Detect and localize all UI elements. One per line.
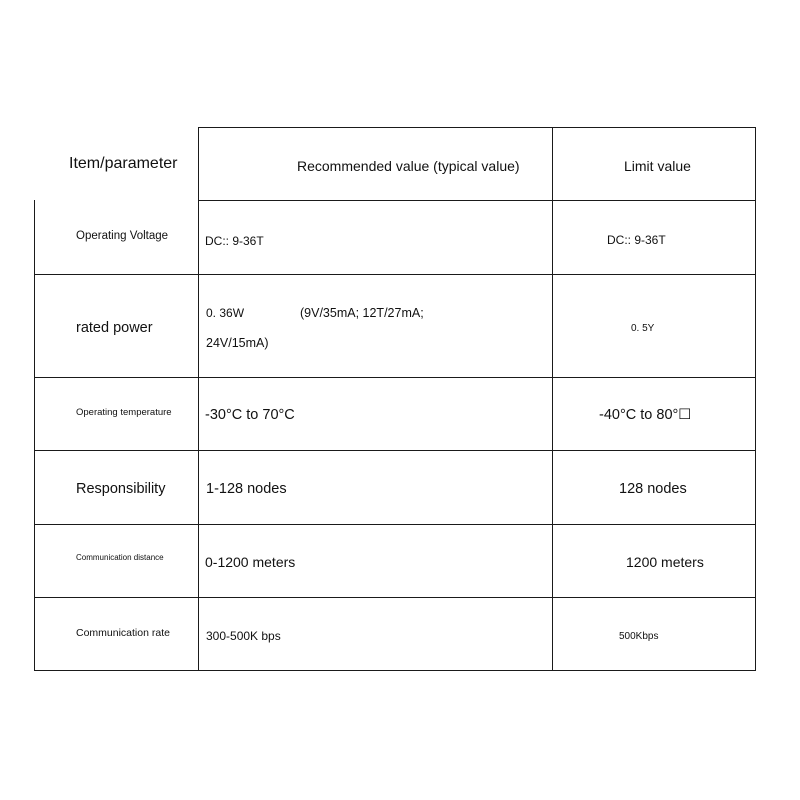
row-communication-rate-recommended: 300-500K bps (206, 629, 281, 643)
row-rated-power-item: rated power (76, 320, 153, 336)
row-communication-distance-recommended: 0-1200 meters (205, 554, 296, 570)
table-rule (34, 597, 756, 598)
table-rule-right (755, 127, 756, 671)
table-rule (198, 200, 756, 201)
row-operating-voltage-item: Operating Voltage (76, 230, 169, 242)
header-item-parameter: Item/parameter (69, 155, 178, 172)
row-responsibility-limit: 128 nodes (619, 481, 687, 497)
table-rule (34, 450, 756, 451)
row-rated-power-recommended-line2: 24V/15mA) (206, 336, 269, 350)
table-rule (34, 377, 756, 378)
header-recommended-value: Recommended value (typical value) (297, 158, 520, 174)
table-rule-top (198, 127, 756, 128)
header-limit-value: Limit value (624, 158, 691, 174)
row-rated-power-recommended-detail: (9V/35mA; 12T/27mA; (300, 306, 424, 320)
table-rule (552, 127, 553, 671)
row-responsibility-recommended: 1-128 nodes (206, 481, 287, 497)
row-operating-voltage-limit: DC:: 9-36T (607, 233, 666, 247)
row-responsibility-item: Responsibility (76, 481, 166, 497)
table-rule-left (34, 200, 35, 671)
row-operating-temperature-item: Operating temperature (76, 407, 172, 418)
row-operating-voltage-recommended: DC:: 9-36T (205, 234, 264, 248)
row-communication-distance-limit: 1200 meters (626, 554, 704, 570)
table-rule (34, 274, 756, 275)
table-rule-bottom (34, 670, 756, 671)
row-communication-distance-item: Communication distance (76, 553, 164, 562)
row-operating-temperature-recommended: -30°C to 70°C (205, 407, 295, 423)
row-rated-power-limit: 0. 5Y (631, 323, 655, 334)
spec-table (34, 127, 756, 671)
table-rule (34, 524, 756, 525)
row-communication-rate-limit: 500Kbps (619, 631, 659, 642)
row-communication-rate-item: Communication rate (76, 627, 170, 639)
row-operating-temperature-limit: -40°C to 80°☐ (599, 407, 692, 423)
table-rule (198, 127, 199, 671)
row-rated-power-recommended-main: 0. 36W (206, 306, 245, 320)
